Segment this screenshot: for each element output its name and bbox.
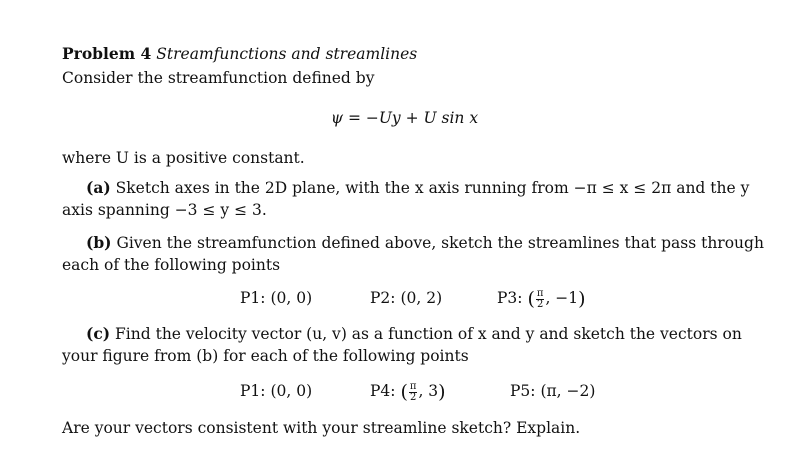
point-label: P3: [497,289,523,307]
part-a-line2: axis spanning −3 ≤ y ≤ 3. [62,201,267,219]
part-c-line2: your figure from (b) for each of the following points [62,347,469,365]
problem-heading [62,44,417,64]
point-b-p2 [370,288,442,308]
point-value: (0, 2) [400,289,443,307]
close-paren: ) [438,381,446,403]
part-b-text1: Given the streamfunction defined above, sketch the streamlines that pass through [116,234,764,252]
part-b-line1 [86,233,764,253]
close-paren: ) [578,288,586,310]
problem-label: Problem 4 [62,44,152,63]
part-c-text1: Find the velocity vector (u, v) as a function of x and y and sketch the vectors on [115,325,742,343]
fraction: $\frac{\pi}{2}$ [536,287,544,310]
point-value: (π, −2) [540,382,596,400]
fraction: $\frac{\pi}{2}$ [409,380,417,403]
closing-question: Are your vectors consistent with your streamline sketch? Explain. [62,419,581,437]
point-c-p5 [510,381,595,401]
problem-intro: Consider the streamfunction defined by [62,69,375,87]
point-b-p3 [497,288,586,310]
point-label: P1: [240,382,266,400]
part-c-label: (c) [86,324,111,343]
open-paren: ( [400,381,408,403]
open-paren: ( [527,288,535,310]
part-a-text1: Sketch axes in the 2D plane, with the x axis running from −π ≤ x ≤ 2π and the y [115,179,750,197]
where-statement: where U is a positive constant. [62,149,305,167]
point-label: P1: [240,289,266,307]
point-label: P4: [370,382,396,400]
part-b-label: (b) [86,233,112,252]
point-value: (0, 0) [270,289,313,307]
part-b-line2: each of the following points [62,256,281,274]
point-b-p1 [240,288,312,308]
part-c-line1 [86,324,742,344]
point-c-p1 [240,381,312,401]
point-label: P5: [510,382,536,400]
point-label: P2: [370,289,396,307]
point-rest: , −1 [545,289,579,307]
point-value: (0, 0) [270,382,313,400]
point-c-p4 [370,381,446,403]
part-a-label: (a) [86,178,111,197]
point-rest: , 3 [418,382,439,400]
streamfunction-equation: ψ = −Uy + U sin x [330,109,479,127]
part-a-line1 [86,178,749,198]
problem-title: Streamfunctions and streamlines [156,45,418,63]
